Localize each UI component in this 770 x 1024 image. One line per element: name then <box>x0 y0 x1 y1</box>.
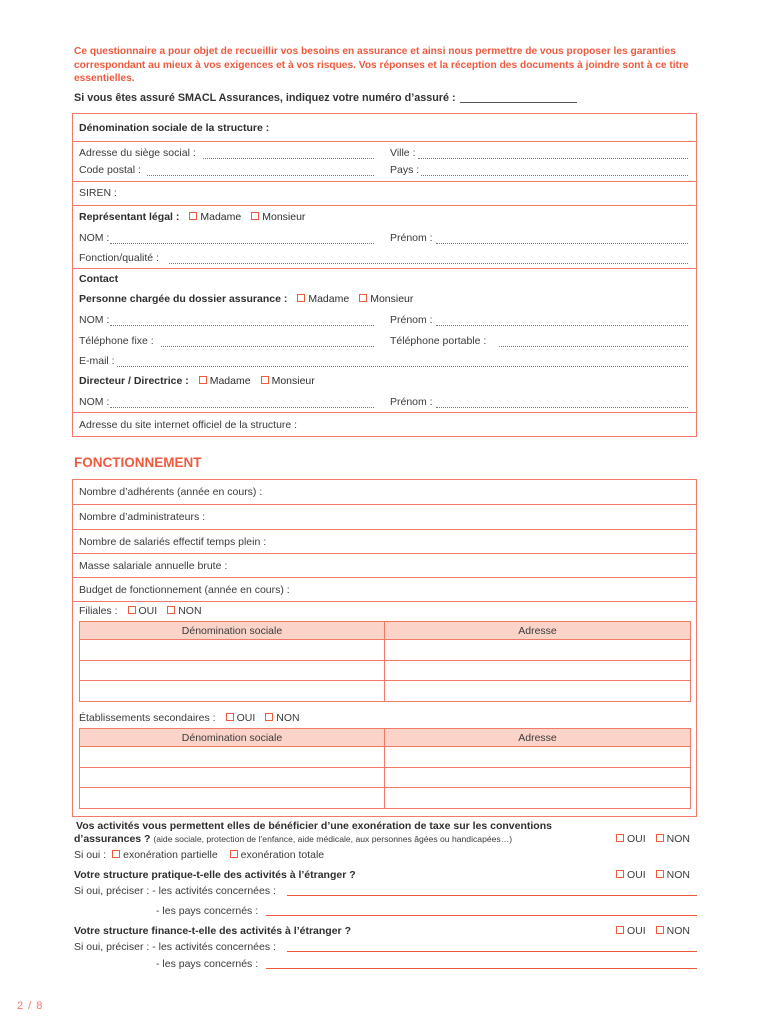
representant-nom-label: NOM : <box>79 232 110 244</box>
contact-nom-field[interactable] <box>110 325 374 326</box>
q1-oui-checkbox[interactable] <box>616 834 624 842</box>
q2-non-checkbox[interactable] <box>656 870 664 878</box>
q1-line2-text: d’assurances ? <box>74 833 151 845</box>
email-field[interactable] <box>117 366 688 367</box>
contact-madame-label: Madame <box>308 293 350 305</box>
assure-number-label <box>74 92 577 104</box>
directeur-prenom-label: Prénom : <box>390 396 433 408</box>
identity-box <box>72 113 697 437</box>
q3-activites-label: - les activités concernées : <box>152 941 276 953</box>
representant-monsieur-checkbox[interactable] <box>251 212 259 220</box>
administrateurs-label: Nombre d’administrateurs : <box>79 511 206 523</box>
q2-activites-field[interactable] <box>287 895 697 896</box>
representant-monsieur-label: Monsieur <box>262 211 306 223</box>
personne-chargee-text: Personne chargée du dossier assurance : <box>79 293 288 305</box>
q3-non-checkbox[interactable] <box>656 926 664 934</box>
ville-label: Ville : <box>390 147 416 159</box>
q2-activites-label: - les activités concernées : <box>152 885 276 897</box>
q3-non-label: NON <box>666 925 691 937</box>
table-row <box>80 640 691 661</box>
q1-oui-label: OUI <box>627 833 646 845</box>
q1-note: (aide sociale, protection de l’enfance, aide médicale, aux personnes âgées ou handicapées…) <box>153 834 513 844</box>
q1-si-oui-label: Si oui : <box>74 849 107 861</box>
siren-label: SIREN : <box>79 187 117 199</box>
denomination-label: Dénomination sociale de la structure : <box>79 122 270 134</box>
directeur-madame-checkbox[interactable] <box>199 376 207 384</box>
tel-fixe-field[interactable] <box>161 346 374 347</box>
q2-pays-label: - les pays concernés : <box>156 905 259 917</box>
representant-prenom-field[interactable] <box>436 243 688 244</box>
table-row <box>80 681 691 702</box>
etablissements-label <box>79 712 300 724</box>
contact-nom-label: NOM : <box>79 314 110 326</box>
directeur-nom-field[interactable] <box>110 407 374 408</box>
personne-chargee-label <box>79 293 413 305</box>
filiales-text: Filiales : <box>79 605 118 617</box>
q3-pays-field[interactable] <box>266 968 697 969</box>
filiales-oui-checkbox[interactable] <box>128 606 136 614</box>
q2-oui-checkbox[interactable] <box>616 870 624 878</box>
q3-activites-field[interactable] <box>287 951 697 952</box>
directeur-text: Directeur / Directrice : <box>79 375 189 387</box>
q1-choices <box>606 833 690 845</box>
directeur-label <box>79 375 315 387</box>
q2-pays-field[interactable] <box>266 915 697 916</box>
filiales-oui-label: OUI <box>138 605 158 617</box>
q1-line1: Vos activités vous permettent elles de bénéficier d’une exonération de taxe sur les conventions <box>76 820 552 832</box>
q1-non-checkbox[interactable] <box>656 834 664 842</box>
etablissements-oui-label: OUI <box>236 712 256 724</box>
code-postal-field[interactable] <box>147 175 374 176</box>
etablissements-col-denomination: Dénomination sociale <box>80 729 385 747</box>
etablissements-oui-checkbox[interactable] <box>226 713 234 721</box>
filiales-table <box>79 621 691 702</box>
q2-choices <box>606 869 690 881</box>
etablissements-non-label: NON <box>276 712 300 724</box>
q2-non-label: NON <box>666 869 691 881</box>
fonctionnement-title: FONCTIONNEMENT <box>74 455 202 470</box>
q2-preciser-label: Si oui, préciser : <box>74 885 150 897</box>
adresse-siege-field[interactable] <box>203 158 374 159</box>
pays-field[interactable] <box>421 175 688 176</box>
q3-choices <box>606 925 690 937</box>
q3-label: Votre structure finance-t-elle des activités à l’étranger ? <box>74 925 351 937</box>
q3-oui-checkbox[interactable] <box>616 926 624 934</box>
directeur-monsieur-checkbox[interactable] <box>261 376 269 384</box>
q2-oui-label: OUI <box>627 869 646 881</box>
representant-prenom-label: Prénom : <box>390 232 433 244</box>
etablissements-text: Établissements secondaires : <box>79 712 216 724</box>
fonctionnement-box <box>72 479 697 817</box>
adherents-label: Nombre d’adhérents (année en cours) : <box>79 486 263 498</box>
intro-text: Ce questionnaire a pour objet de recueillir vos besoins en assurance et ainsi nous permettre de vous proposer les garanties correspondant au mieux à vos exigences et à vos risques. Vos réponses et la réception des documents à joindre sont à ce titre essentielles. <box>74 46 689 84</box>
tel-portable-field[interactable] <box>499 346 688 347</box>
assure-number-input[interactable] <box>460 102 577 103</box>
pays-label: Pays : <box>390 164 420 176</box>
page-number: 2 / 8 <box>17 1000 44 1012</box>
directeur-prenom-field[interactable] <box>436 407 688 408</box>
representant-text: Représentant légal : <box>79 211 180 223</box>
q3-preciser <box>74 941 276 953</box>
exo-partielle-checkbox[interactable] <box>112 850 120 858</box>
directeur-madame-label: Madame <box>209 375 251 387</box>
site-label: Adresse du site internet officiel de la structure : <box>79 419 298 431</box>
q3-preciser-label: Si oui, préciser : <box>74 941 150 953</box>
representant-madame-checkbox[interactable] <box>189 212 197 220</box>
adresse-siege-label: Adresse du siège social : <box>79 147 196 159</box>
tel-portable-label: Téléphone portable : <box>390 335 487 347</box>
fonction-label: Fonction/qualité : <box>79 252 159 264</box>
filiales-col-denomination: Dénomination sociale <box>80 622 385 640</box>
assure-number-text: Si vous êtes assuré SMACL Assurances, indiquez votre numéro d’assuré : <box>74 92 456 104</box>
code-postal-label: Code postal : <box>79 164 141 176</box>
table-row <box>80 788 691 809</box>
masse-salariale-label: Masse salariale annuelle brute : <box>79 560 228 572</box>
q2-preciser <box>74 885 276 897</box>
q1-line2 <box>74 833 512 845</box>
email-label: E-mail : <box>79 355 115 367</box>
tel-fixe-label: Téléphone fixe : <box>79 335 154 347</box>
ville-field[interactable] <box>418 158 688 159</box>
exo-totale-label: exonération totale <box>240 849 325 861</box>
representant-label <box>79 211 305 223</box>
exo-totale-checkbox[interactable] <box>230 850 238 858</box>
table-row <box>80 767 691 788</box>
contact-prenom-field[interactable] <box>436 325 688 326</box>
q1-non-label: NON <box>666 833 691 845</box>
budget-label: Budget de fonctionnement (année en cours) : <box>79 584 290 596</box>
etablissements-non-checkbox[interactable] <box>265 713 273 721</box>
q2-label: Votre structure pratique-t-elle des activités à l’étranger ? <box>74 869 356 881</box>
filiales-label <box>79 605 202 617</box>
contact-monsieur-checkbox[interactable] <box>359 294 367 302</box>
directeur-nom-label: NOM : <box>79 396 110 408</box>
filiales-non-checkbox[interactable] <box>167 606 175 614</box>
contact-prenom-label: Prénom : <box>390 314 433 326</box>
directeur-monsieur-label: Monsieur <box>271 375 315 387</box>
representant-madame-label: Madame <box>200 211 242 223</box>
representant-nom-field[interactable] <box>110 243 374 244</box>
etablissements-table <box>79 728 691 809</box>
table-row <box>80 660 691 681</box>
contact-label: Contact <box>79 273 119 285</box>
filiales-non-label: NON <box>178 605 202 617</box>
etablissements-col-adresse: Adresse <box>385 729 691 747</box>
filiales-col-adresse: Adresse <box>385 622 691 640</box>
fonction-field[interactable] <box>169 263 688 264</box>
q3-oui-label: OUI <box>627 925 646 937</box>
exo-partielle-label: exonération partielle <box>123 849 218 861</box>
salaries-label: Nombre de salariés effectif temps plein : <box>79 536 267 548</box>
contact-monsieur-label: Monsieur <box>370 293 414 305</box>
q1-si-oui <box>74 849 324 861</box>
table-row <box>80 747 691 768</box>
contact-madame-checkbox[interactable] <box>297 294 305 302</box>
q3-pays-label: - les pays concernés : <box>156 958 259 970</box>
